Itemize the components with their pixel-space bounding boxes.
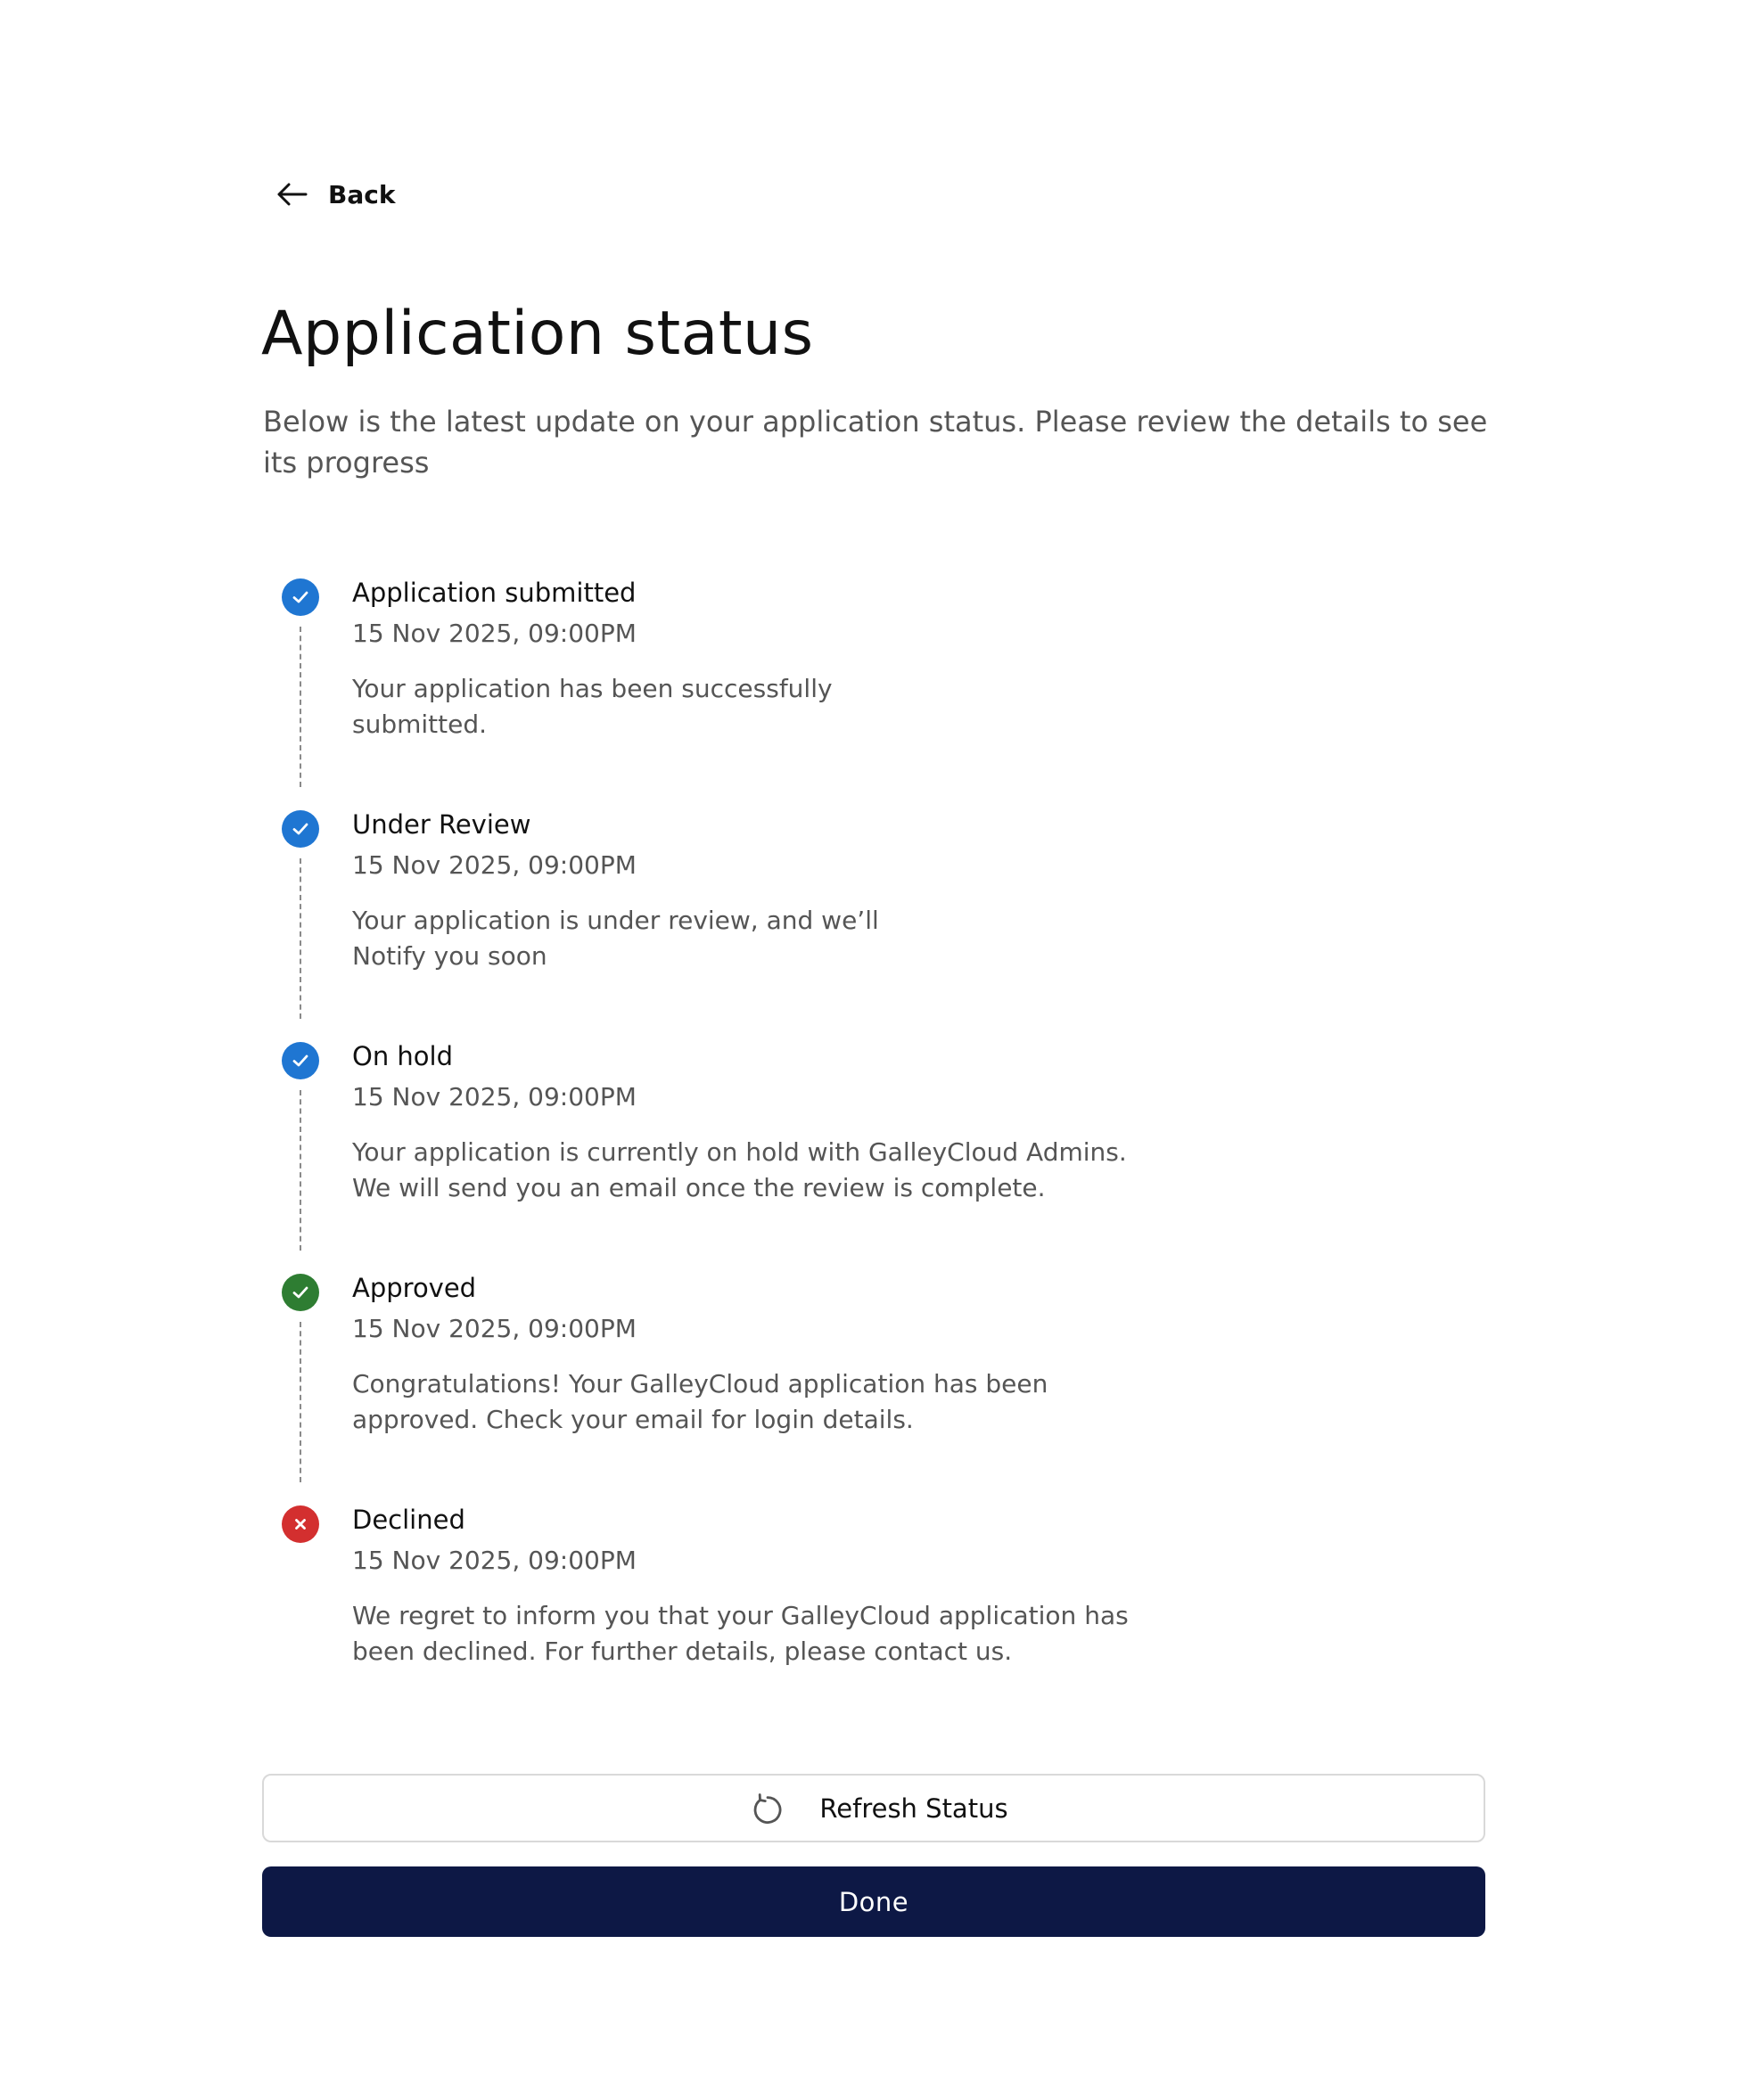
refresh-status-label: Refresh Status: [819, 1792, 1008, 1824]
done-label: Done: [838, 1886, 909, 1917]
step-date: 15 Nov 2025, 09:00PM: [352, 1082, 637, 1112]
timeline-connector: [300, 1090, 301, 1251]
step-description-line: Notify you soon: [352, 941, 547, 971]
step-description: [352, 1598, 1172, 1669]
timeline-connector: [300, 1322, 301, 1482]
step-description: [352, 1366, 1172, 1438]
step-description: [352, 903, 1172, 974]
timeline-step-submitted: [282, 575, 1173, 807]
step-date: 15 Nov 2025, 09:00PM: [352, 850, 637, 880]
close-icon: [282, 1505, 319, 1543]
step-description-line: Your application has been successfully: [352, 674, 833, 703]
refresh-status-button[interactable]: [262, 1774, 1485, 1842]
timeline-connector: [300, 627, 301, 787]
step-description-line: approved. Check your email for login details.: [352, 1405, 914, 1434]
step-title: Under Review: [352, 809, 531, 840]
step-title: Approved: [352, 1273, 477, 1303]
check-icon: [282, 810, 319, 848]
back-button[interactable]: [276, 175, 395, 214]
status-timeline: [282, 575, 1173, 1734]
step-title: Application submitted: [352, 578, 637, 608]
timeline-step-under-review: [282, 807, 1173, 1038]
step-description-line: We regret to inform you that your GalleyCloud application has: [352, 1601, 1129, 1630]
step-date: 15 Nov 2025, 09:00PM: [352, 619, 637, 648]
done-button[interactable]: [262, 1866, 1485, 1937]
arrow-left-icon: [276, 182, 308, 207]
timeline-step-approved: [282, 1270, 1173, 1502]
check-icon: [282, 1274, 319, 1311]
refresh-icon: [748, 1791, 784, 1826]
step-date: 15 Nov 2025, 09:00PM: [352, 1314, 637, 1343]
timeline-step-on-hold: [282, 1038, 1173, 1270]
step-title: On hold: [352, 1041, 454, 1071]
step-description-line: Congratulations! Your GalleyCloud application has been: [352, 1369, 1048, 1399]
step-description: [352, 671, 1172, 742]
step-description-line: Your application is under review, and we’ll: [352, 906, 879, 935]
step-date: 15 Nov 2025, 09:00PM: [352, 1546, 637, 1575]
step-description-line: Your application is currently on hold with GalleyCloud Admins.: [352, 1137, 1127, 1167]
timeline-step-declined: [282, 1502, 1173, 1734]
timeline-connector: [300, 858, 301, 1019]
step-title: Declined: [352, 1505, 465, 1535]
step-description-line: been declined. For further details, please contact us.: [352, 1637, 1013, 1666]
page-title: Application status: [261, 299, 814, 369]
page-subtitle: Below is the latest update on your application status. Please review the details to see its progress: [263, 405, 1488, 480]
check-icon: [282, 1042, 319, 1079]
back-label: Back: [328, 179, 396, 209]
check-icon: [282, 578, 319, 616]
step-description-line: We will send you an email once the review is complete.: [352, 1173, 1046, 1202]
step-description-line: submitted.: [352, 710, 488, 739]
step-description: [352, 1135, 1172, 1206]
